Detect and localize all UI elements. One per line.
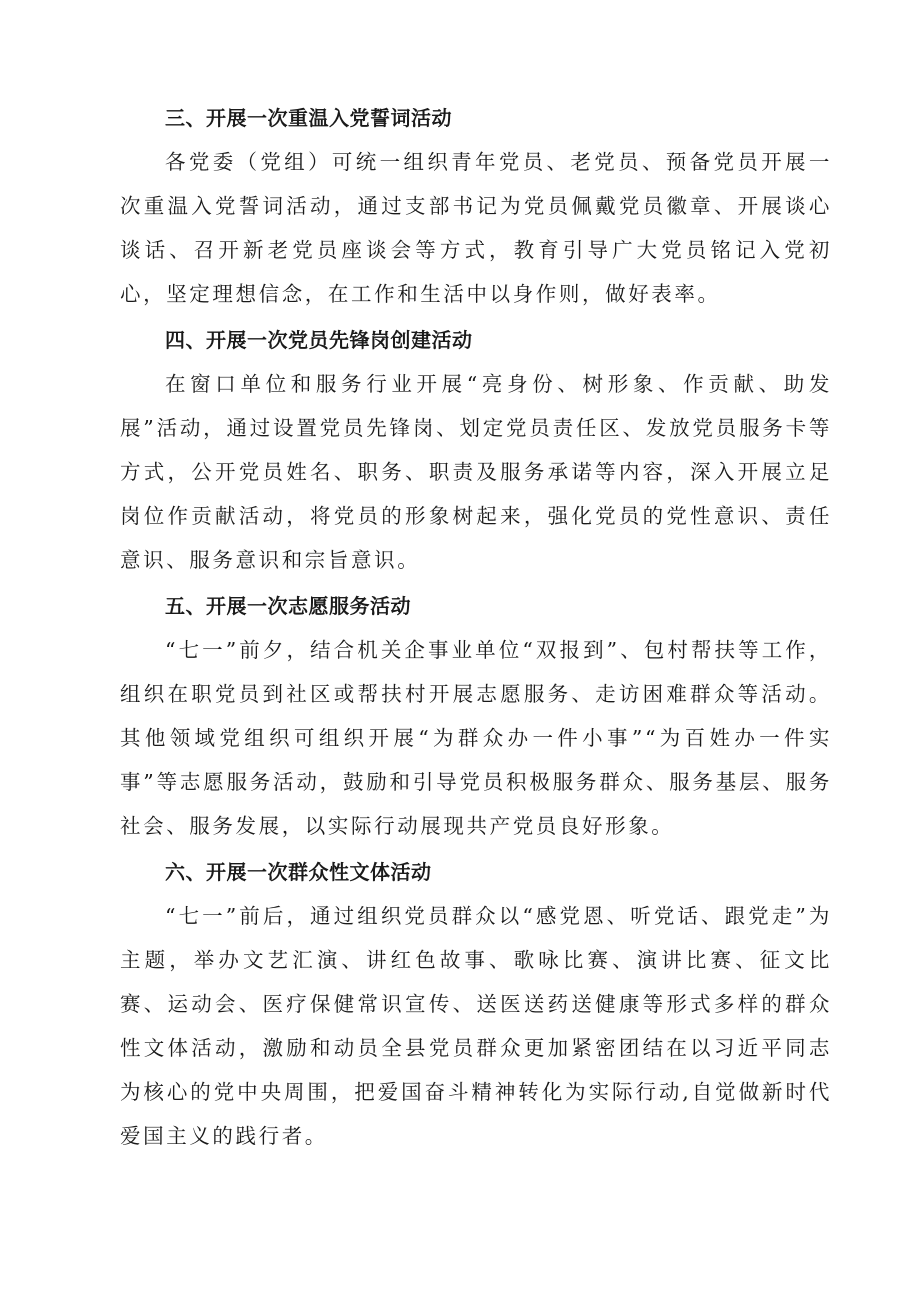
document-body bbox=[120, 96, 832, 1160]
section-5 bbox=[120, 584, 832, 848]
section-paragraph: 各党委（党组）可统一组织青年党员、老党员、预备党员开展一次重温入党誓词活动，通过支部书记为党员佩戴党员徽章、开展谈心谈话、召开新老党员座谈会等方式，教育引导广大党员铭记入党初心，坚定理想信念，在工作和生活中以身作则，做好表率。 bbox=[120, 150, 832, 306]
section-heading: 三、开展一次重温入党誓词活动 bbox=[165, 106, 452, 130]
section-6 bbox=[120, 850, 832, 1158]
section-heading: 四、开展一次党员先锋岗创建活动 bbox=[165, 328, 473, 352]
section-3 bbox=[120, 96, 832, 316]
section-paragraph: 在窗口单位和服务行业开展“亮身份、树形象、作贡献、助发展”活动，通过设置党员先锋岗、划定党员责任区、发放党员服务卡等方式，公开党员姓名、职务、职责及服务承诺等内容，深入开展立足岗位作贡献活动，将党员的形象树起来，强化党员的党性意识、责任意识、服务意识和宗旨意识。 bbox=[120, 372, 832, 572]
section-heading: 六、开展一次群众性文体活动 bbox=[165, 860, 432, 884]
section-paragraph: “七一”前后，通过组织党员群众以“感党恩、听党话、跟党走”为主题，举办文艺汇演、讲红色故事、歌咏比赛、演讲比赛、征文比赛、运动会、医疗保健常识宣传、送医送药送健康等形式多样的群众性文体活动，激励和动员全县党员群众更加紧密团结在以习近平同志为核心的党中央周围，把爱国奋斗精神转化为实际行动,自觉做新时代爱国主义的践行者。 bbox=[120, 904, 832, 1148]
section-paragraph: “七一”前夕，结合机关企事业单位“双报到”、包村帮扶等工作，组织在职党员到社区或帮扶村开展志愿服务、走访困难群众等活动。其他领域党组织可组织开展“为群众办一件小事”“为百姓办一件实事”等志愿服务活动，鼓励和引导党员积极服务群众、服务基层、服务社会、服务发展，以实际行动展现共产党员良好形象。 bbox=[120, 638, 832, 838]
section-4 bbox=[120, 318, 832, 582]
section-heading: 五、开展一次志愿服务活动 bbox=[165, 594, 411, 618]
